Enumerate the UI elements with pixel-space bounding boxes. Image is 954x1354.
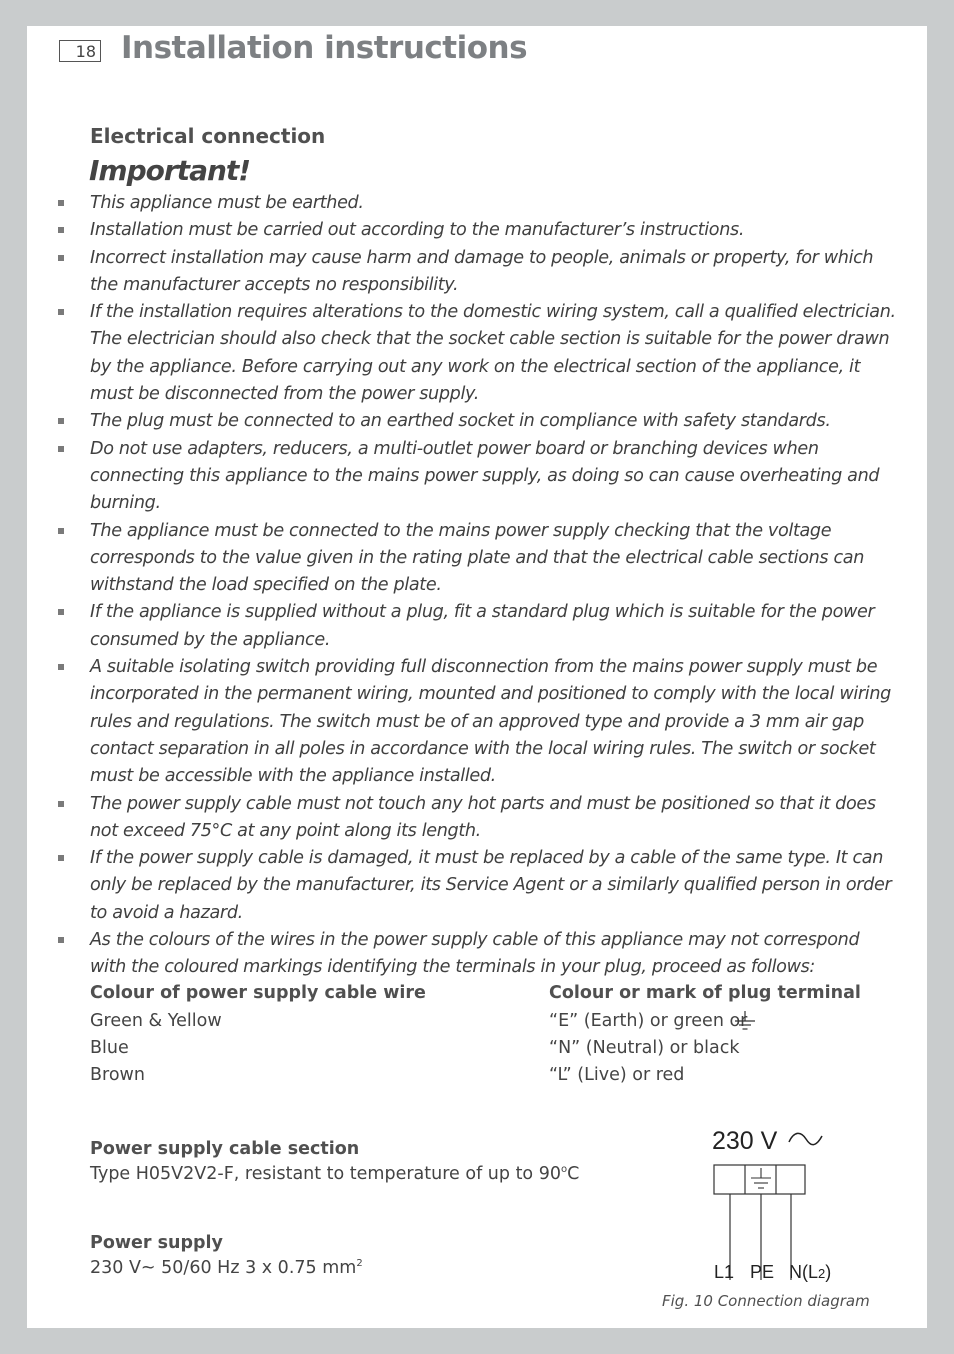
list-item: The plug must be connected to an earthed socket in compliance with safety standards. <box>57 408 897 435</box>
wire-colour-green-yellow: Green & Yellow <box>90 1011 222 1031</box>
label-n: N(L2) <box>789 1262 832 1282</box>
terminal-mark-header: Colour or mark of plug terminal <box>549 983 861 1003</box>
terminal-labels <box>702 1256 882 1286</box>
ac-wave-icon <box>789 1133 822 1144</box>
section-title: Electrical connection <box>90 124 326 148</box>
terminal-earth: “E” (Earth) or green or <box>549 1011 748 1031</box>
square-bullet-icon <box>58 309 64 315</box>
square-bullet-icon <box>58 446 64 452</box>
page-number: 18 <box>59 40 101 62</box>
figure-caption: Fig. 10 Connection diagram <box>662 1292 870 1310</box>
list-item: The power supply cable must not touch any hot parts and must be positioned so that it does not exceed 75°C at any point along its length. <box>57 791 897 846</box>
terminal-block <box>714 1165 805 1194</box>
cable-section-title: Power supply cable section <box>90 1139 360 1159</box>
list-item: If the installation requires alterations to the domestic wiring system, call a qualified electrician. The electrician should also check that the socket cable section is suitable for the power drawn by the appliance. Before carrying out any work on the electrical section of the appliance, it must be disconnected from the power supply. <box>57 299 897 408</box>
square-bullet-icon <box>58 255 64 261</box>
wire-colour-brown: Brown <box>90 1065 145 1085</box>
list-item: Installation must be carried out according to the manufacturer’s instructions. <box>57 217 897 244</box>
list-item: A suitable isolating switch providing full disconnection from the mains power supply must be incorporated in the permanent wiring, mounted and positioned to comply with the local wiring rules and regulations. The switch must be of an approved type and provide a 3 mm air gap contact separation in all poles in accordance with the local wiring rules. The switch or socket must be accessible with the appliance installed. <box>57 654 897 790</box>
list-item: This appliance must be earthed. <box>57 190 897 217</box>
important-heading: Important! <box>89 154 251 187</box>
cable-section-text: Type H05V2V2-F, resistant to temperature of up to 90$^o$C <box>90 1164 580 1184</box>
square-bullet-icon <box>58 664 64 670</box>
list-item: Incorrect installation may cause harm and damage to people, animals or property, for which the manufacturer accepts no responsibility. <box>57 245 897 300</box>
square-bullet-icon <box>58 937 64 943</box>
square-bullet-icon <box>58 227 64 233</box>
voltage-label: 230 V <box>712 1127 778 1155</box>
square-bullet-icon <box>58 418 64 424</box>
safety-list <box>57 190 897 982</box>
power-supply-text: 230 V~ 50/60 Hz 3 x 0.75 $mm^2$ <box>90 1258 363 1278</box>
square-bullet-icon <box>58 609 64 615</box>
square-bullet-icon <box>58 200 64 206</box>
page-title: Installation instructions <box>121 30 528 66</box>
list-item: The appliance must be connected to the mains power supply checking that the voltage corresponds to the value given in the rating plate and that the electrical cable sections can withstand the load specified on the plate. <box>57 518 897 600</box>
wire-colour-header: Colour of power supply cable wire <box>90 983 426 1003</box>
earth-ground-icon <box>733 1011 757 1033</box>
label-l1: L1 <box>714 1262 735 1282</box>
square-bullet-icon <box>58 528 64 534</box>
label-pe: PE <box>750 1262 775 1282</box>
document-page <box>27 26 927 1328</box>
list-item: Do not use adapters, reducers, a multi-outlet power board or branching devices when connecting this appliance to the mains power supply, as doing so can cause overheating and burning. <box>57 436 897 518</box>
wire-colour-blue: Blue <box>90 1038 129 1058</box>
terminal-live: “L” (Live) or red <box>549 1065 685 1085</box>
square-bullet-icon <box>58 801 64 807</box>
terminal-neutral: “N” (Neutral) or black <box>549 1038 740 1058</box>
list-item: If the power supply cable is damaged, it must be replaced by a cable of the same type. It can only be replaced by the manufacturer, its Service Agent or a similarly qualified person in order to avoid a hazard. <box>57 845 897 927</box>
list-item: If the appliance is supplied without a plug, fit a standard plug which is suitable for the power consumed by the appliance. <box>57 599 897 654</box>
earth-ground-icon <box>751 1168 771 1188</box>
square-bullet-icon <box>58 855 64 861</box>
power-supply-title: Power supply <box>90 1233 223 1253</box>
list-item: As the colours of the wires in the power supply cable of this appliance may not correspond with the coloured markings identifying the terminals in your plug, proceed as follows: <box>57 927 897 982</box>
